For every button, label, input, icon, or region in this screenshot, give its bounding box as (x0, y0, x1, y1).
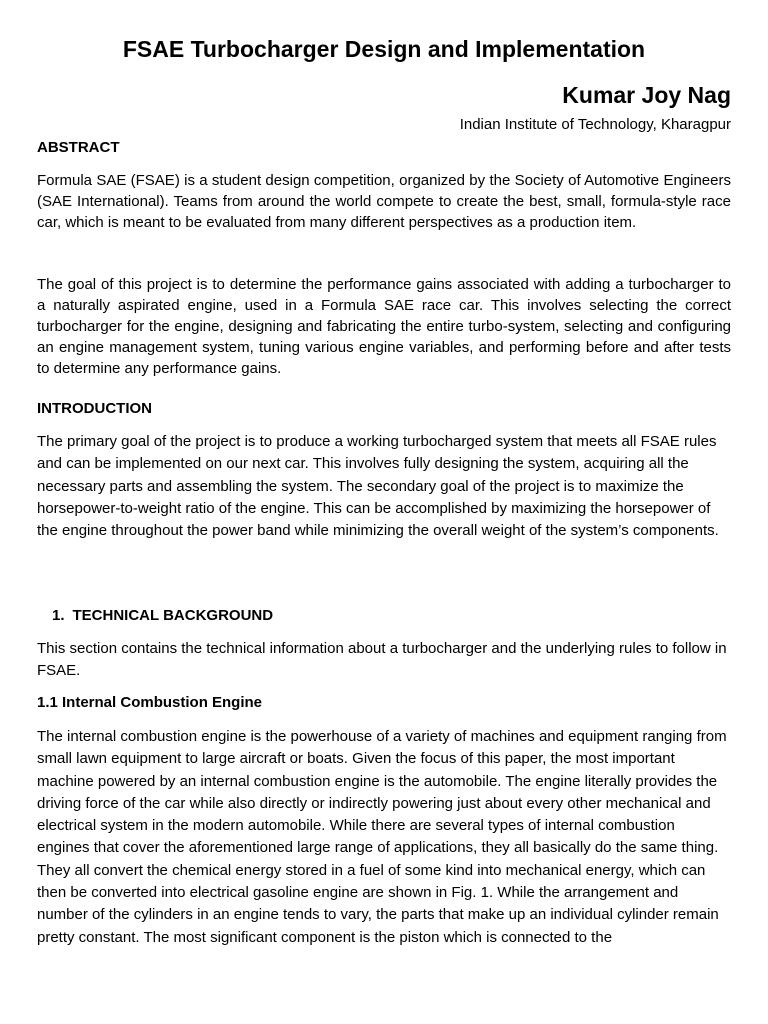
introduction-heading: INTRODUCTION (37, 400, 152, 417)
document-page (37, 0, 731, 1024)
introduction-paragraph: The primary goal of the project is to produce a working turbocharged system that meets all FSAE rules and can be implemented on our next car. This involves fully designing the system, acquiring all the necessary parts and assembling the system. The secondary goal of the project is to maximize the horsepower-to-weight ratio of the engine. This can be accomplished by maximizing the horsepower of the engine throughout the power band while minimizing the overall weight of the system’s components. (37, 433, 719, 540)
section-title: TECHNICAL BACKGROUND (72, 607, 274, 624)
section-number: 1. (52, 607, 65, 624)
technical-background-paragraph: This section contains the technical information about a turbocharger and the underlying rules to follow in FSAE. (37, 640, 727, 680)
abstract-paragraph-1: Formula SAE (FSAE) is a student design competition, organized by the Society of Automotive Engineers (SAE International). Teams from around the world compete to create the best, small, formula-style race car, which is meant to be evaluated from many different perspectives as a production item. (37, 172, 731, 231)
paper-title: FSAE Turbocharger Design and Implementation (122, 36, 646, 62)
author-name: Kumar Joy Nag (562, 82, 731, 108)
abstract-heading: ABSTRACT (37, 139, 120, 156)
author-affiliation: Indian Institute of Technology, Kharagpur (459, 116, 731, 133)
technical-background-heading (52, 607, 281, 624)
abstract-paragraph-2: The goal of this project is to determine the performance gains associated with adding a turbocharger to a naturally aspirated engine, used in a Formula SAE race car. This involves selecting the correct turbocharger for the engine, designing and fabricating the entire turbo-system, selecting and configuring an engine management system, tuning various engine variables, and performing before and after tests to determine any performance gains. (37, 276, 731, 377)
ice-subheading: 1.1 Internal Combustion Engine (37, 694, 263, 711)
ice-paragraph: The internal combustion engine is the powerhouse of a variety of machines and equipment ranging from small lawn equipment to large aircraft or boats. Given the focus of this paper, the most important machine powered by an internal combustion engine is the automobile. The engine literally provides the driving force of the car while also directly or indirectly powering just about every other mechanical and electrical system in the modern automobile. While there are several types of internal combustion engines that cover the aforementioned large range of applications, they all basically do the same thing. They all convert the chemical energy stored in a fuel of some kind into mechanical energy, which can then be converted into electrical gasoline engine are shown in Fig. 1. While the arrangement and number of the cylinders in an engine tends to vary, the parts that make up an individual cylinder remain pretty constant. The most significant component is the piston which is connected to the (37, 728, 727, 946)
